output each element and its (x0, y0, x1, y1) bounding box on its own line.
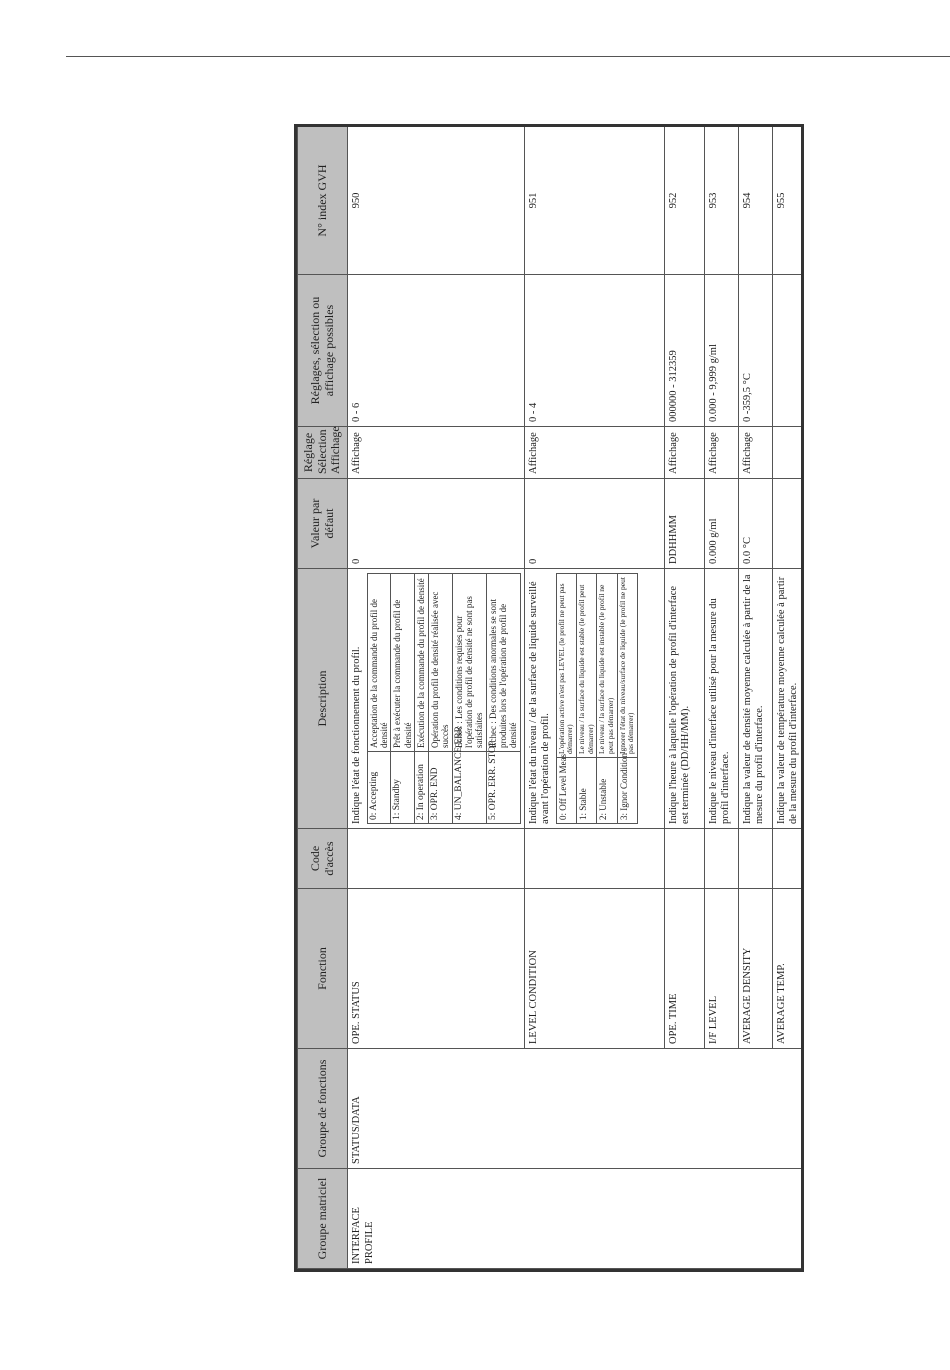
header-function-group: Groupe de fonctions (298, 1049, 348, 1169)
function-cell: OPE. TIME (664, 889, 704, 1049)
index-cell: 951 (524, 127, 664, 275)
level-code: 3: Ignor Condition (617, 758, 637, 824)
access-code-cell (738, 829, 772, 889)
status-code-row (391, 574, 415, 824)
access-code-cell (772, 829, 804, 889)
status-meaning: Echec : Les conditions requises pour l'opération de profil de densité ne sont pas satisfaites (452, 574, 486, 752)
status-meaning: Exécution de la commande du profil de densité (414, 574, 428, 752)
description-cell: Indique la valeur de densité moyenne calculée à partir de la mesure du profil d'interface. (738, 569, 772, 829)
status-code-row (486, 574, 520, 824)
setting-cell: Affichage (348, 427, 525, 479)
function-cell: OPE. STATUS (348, 889, 525, 1049)
header-access-code: Code d'accès (298, 829, 348, 889)
index-cell: 955 (772, 127, 804, 275)
settings-possible-cell: 0 -359,5 °C (738, 275, 772, 427)
description-cell (524, 569, 664, 829)
level-code: 0: Off Level Meas (556, 758, 576, 824)
status-meaning: Acceptation de la commande du profil de densité (367, 574, 391, 752)
access-code-cell (348, 829, 525, 889)
settings-possible-cell (772, 275, 804, 427)
level-code: 1: Stable (577, 758, 597, 824)
description-cell: Indique l'heure à laquelle l'opération de profil d'interface est terminée (DD/HH/MM). (664, 569, 704, 829)
access-code-cell (704, 829, 738, 889)
level-meaning: Le niveau / la surface du liquide est stable (le profil peut démarrer) (577, 574, 597, 758)
settings-possible-cell: 0 - 4 (524, 275, 664, 427)
status-meaning: Prêt à exécuter la commande du profil de densité (391, 574, 415, 752)
status-meaning: Opération du profil de densité réalisée avec succès (428, 574, 452, 752)
status-code-row (414, 574, 428, 824)
description-cell (348, 569, 525, 829)
header-index: N° index GVH (298, 127, 348, 275)
description-cell: Indique le niveau d'interface utilisé pour la mesure du profil d'interface. (704, 569, 738, 829)
matrix-group-cell: INTERFACE PROFILE (348, 1169, 805, 1269)
status-code-row (428, 574, 452, 824)
level-meaning: L'opération active n'est pas LEVEL (le profil ne peut pas démarrer) (556, 574, 576, 758)
status-code: 2: In operation (414, 752, 428, 824)
parameter-table (297, 126, 804, 1269)
index-cell: 952 (664, 127, 704, 275)
access-code-cell (664, 829, 704, 889)
description-text: Indique l'état du niveau / de la surface de liquide surveillé avant l'opération de profil. (527, 581, 552, 824)
index-cell: 950 (348, 127, 525, 275)
index-cell: 954 (738, 127, 772, 275)
function-cell: I/F LEVEL (704, 889, 738, 1049)
status-code-row (452, 574, 486, 824)
default-value-cell (772, 479, 804, 569)
level-meaning: Le niveau / la surface du liquide est instable (le profil ne peut pas démarrer) (597, 574, 617, 758)
status-codes-table (367, 573, 521, 824)
rotated-table-container (297, 127, 801, 1269)
function-group-cell: STATUS/DATA (348, 1049, 805, 1169)
description-text: Indique l'état de fonctionnement du profil. (351, 646, 362, 824)
level-codes-table (556, 573, 638, 824)
settings-possible-cell: 000000 - 312359 (664, 275, 704, 427)
status-code: 5: OPR. ERR. STOP (486, 752, 520, 824)
header-matrix-group: Groupe matriciel (298, 1169, 348, 1269)
status-code: 1: Standby (391, 752, 415, 824)
level-code-row (577, 574, 597, 824)
description-cell: Indique la valeur de température moyenne calculée à partir de la mesure du profil d'interface. (772, 569, 804, 829)
status-code-row (367, 574, 391, 824)
status-code: 4: UN_BALANCE ERR (452, 752, 486, 824)
function-cell: LEVEL CONDITION (524, 889, 664, 1049)
level-code-row (617, 574, 637, 824)
index-cell: 953 (704, 127, 738, 275)
status-code: 3: OPR. END (428, 752, 452, 824)
header-setting: Réglage Sélection Affichage (298, 427, 348, 479)
function-cell: AVERAGE DENSITY (738, 889, 772, 1049)
level-code-row (556, 574, 576, 824)
default-value-cell: 0.000 g/ml (704, 479, 738, 569)
setting-cell: Affichage (664, 427, 704, 479)
settings-possible-cell: 0.000 - 9,999 g/ml (704, 275, 738, 427)
setting-cell: Affichage (738, 427, 772, 479)
header-default-value: Valeur par défaut (298, 479, 348, 569)
status-meaning: Echec : Des conditions anormales se sont produites lors de l'opération de profil de densité (486, 574, 520, 752)
header-settings-possible: Réglages, sélection ou affichage possibles (298, 275, 348, 427)
default-value-cell: 0.0 °C (738, 479, 772, 569)
level-code-row (597, 574, 617, 824)
setting-cell: Affichage (704, 427, 738, 479)
status-code: 0: Accepting (367, 752, 391, 824)
setting-cell (772, 427, 804, 479)
default-value-cell: 0 (348, 479, 525, 569)
header-function: Fonction (298, 889, 348, 1049)
setting-cell: Affichage (524, 427, 664, 479)
default-value-cell: DDHHMM (664, 479, 704, 569)
default-value-cell: 0 (524, 479, 664, 569)
function-cell: AVERAGE TEMP. (772, 889, 804, 1049)
header-description: Description (298, 569, 348, 829)
parameter-table-frame (294, 124, 804, 1272)
level-meaning: Ignorer l'état du niveau/surface de liquide (le profil ne peut pas démarrer) (617, 574, 637, 758)
access-code-cell (524, 829, 664, 889)
settings-possible-cell: 0 - 6 (348, 275, 525, 427)
header-row (298, 127, 348, 1269)
table-row (348, 127, 525, 1269)
level-code: 2: Unstable (597, 758, 617, 824)
top-rule (66, 56, 950, 57)
